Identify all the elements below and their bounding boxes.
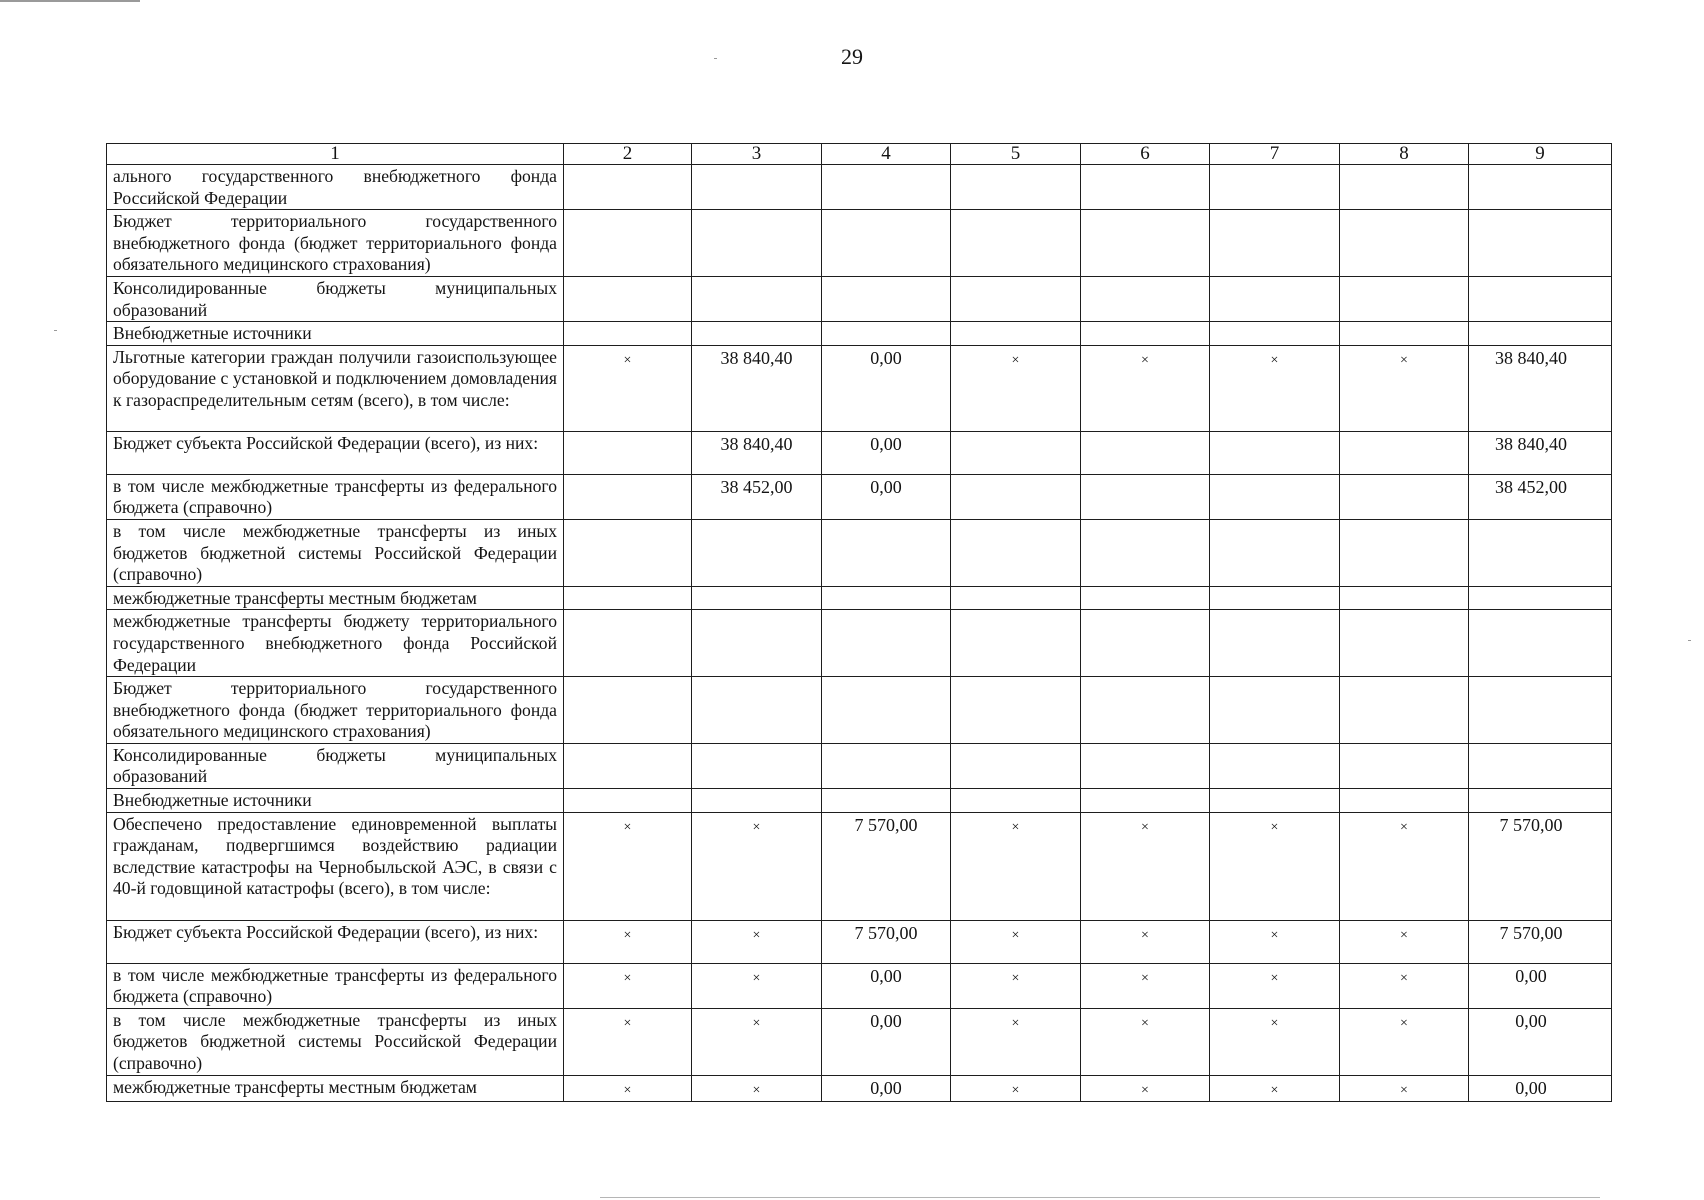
not-applicable-mark: × [1400, 1082, 1408, 1098]
row-label: межбюджетные трансферты местным бюджетам [107, 1075, 564, 1102]
cell-col-5 [951, 1075, 1081, 1102]
cell-col-4 [822, 165, 951, 210]
column-header: 7 [1210, 144, 1340, 165]
cell-col-4 [822, 743, 951, 788]
column-header: 4 [822, 144, 951, 165]
cell-col-5 [951, 963, 1081, 1008]
scan-speck [1688, 640, 1691, 641]
cell-col-7 [1210, 431, 1340, 474]
table-row [107, 322, 1612, 346]
cell-col-3 [692, 519, 822, 586]
table-row [107, 1075, 1612, 1102]
cell-col-6 [1081, 210, 1210, 277]
cell-col-2 [564, 812, 692, 920]
cell-col-5 [951, 431, 1081, 474]
not-applicable-mark: × [1270, 819, 1279, 835]
table-row [107, 519, 1612, 586]
cell-col-2 [564, 743, 692, 788]
not-applicable-mark: × [1011, 352, 1020, 368]
cell-col-4: 7 570,00 [822, 920, 951, 963]
cell-col-9: 0,00 [1469, 1008, 1612, 1075]
cell-col-4: 7 570,00 [822, 812, 951, 920]
cell-col-7 [1210, 812, 1340, 920]
cell-col-2 [564, 1008, 692, 1075]
column-header: 2 [564, 144, 692, 165]
cell-col-8 [1340, 276, 1469, 321]
cell-col-3 [692, 789, 822, 813]
cell-col-7 [1210, 789, 1340, 813]
table-row [107, 677, 1612, 744]
cell-col-3 [692, 677, 822, 744]
cell-col-9 [1469, 743, 1612, 788]
cell-col-7 [1210, 322, 1340, 346]
table-row [107, 1008, 1612, 1075]
row-label: Бюджет субъекта Российской Федерации (всего), из них: [107, 431, 564, 474]
table-row [107, 610, 1612, 677]
table-row [107, 165, 1612, 210]
cell-col-6 [1081, 431, 1210, 474]
cell-col-4: 0,00 [822, 431, 951, 474]
cell-col-8 [1340, 165, 1469, 210]
cell-col-8 [1340, 789, 1469, 813]
row-label: Внебюджетные источники [107, 322, 564, 346]
not-applicable-mark: × [752, 1015, 761, 1031]
cell-col-8 [1340, 431, 1469, 474]
cell-col-2 [564, 276, 692, 321]
scan-bottom-line [600, 1197, 1600, 1198]
cell-col-5 [951, 519, 1081, 586]
cell-col-8 [1340, 920, 1469, 963]
cell-col-4 [822, 276, 951, 321]
cell-col-2 [564, 1075, 692, 1102]
row-label: в том числе межбюджетные трансферты из иных бюджетов бюджетной системы Российской Федерации (справочно) [107, 1008, 564, 1075]
not-applicable-mark: × [1270, 1082, 1279, 1098]
cell-col-5 [951, 1008, 1081, 1075]
not-applicable-mark: × [1141, 970, 1149, 986]
cell-col-5 [951, 920, 1081, 963]
column-header: 3 [692, 144, 822, 165]
cell-col-5 [951, 322, 1081, 346]
table-row [107, 789, 1612, 813]
table-body [107, 165, 1612, 1102]
cell-col-7 [1210, 743, 1340, 788]
cell-col-5 [951, 474, 1081, 519]
column-header: 8 [1340, 144, 1469, 165]
not-applicable-mark: × [1400, 927, 1408, 943]
cell-col-3 [692, 1075, 822, 1102]
cell-col-3 [692, 743, 822, 788]
cell-col-8 [1340, 586, 1469, 610]
cell-col-7 [1210, 610, 1340, 677]
cell-col-8 [1340, 1008, 1469, 1075]
cell-col-5 [951, 210, 1081, 277]
cell-col-7 [1210, 1008, 1340, 1075]
cell-col-9: 7 570,00 [1469, 920, 1612, 963]
row-label: в том числе межбюджетные трансферты из иных бюджетов бюджетной системы Российской Федерации (справочно) [107, 519, 564, 586]
page-number: 29 [841, 44, 863, 69]
cell-col-3 [692, 322, 822, 346]
cell-col-9: 38 452,00 [1469, 474, 1612, 519]
cell-col-6 [1081, 610, 1210, 677]
cell-col-2 [564, 345, 692, 431]
cell-col-3 [692, 610, 822, 677]
cell-col-9: 38 840,40 [1469, 431, 1612, 474]
cell-col-5 [951, 610, 1081, 677]
cell-col-4: 0,00 [822, 1075, 951, 1102]
cell-col-2 [564, 920, 692, 963]
cell-col-8 [1340, 322, 1469, 346]
cell-col-5 [951, 789, 1081, 813]
not-applicable-mark: × [1011, 1082, 1020, 1098]
row-label: Бюджет субъекта Российской Федерации (всего), из них: [107, 920, 564, 963]
cell-col-6 [1081, 165, 1210, 210]
cell-col-7 [1210, 519, 1340, 586]
cell-col-7 [1210, 920, 1340, 963]
cell-col-3: 38 840,40 [692, 431, 822, 474]
cell-col-4 [822, 789, 951, 813]
cell-col-7 [1210, 586, 1340, 610]
cell-col-4 [822, 322, 951, 346]
cell-col-6 [1081, 677, 1210, 744]
not-applicable-mark: × [623, 927, 632, 943]
row-label: Консолидированные бюджеты муниципальных образований [107, 276, 564, 321]
not-applicable-mark: × [623, 352, 632, 368]
cell-col-5 [951, 276, 1081, 321]
cell-col-5 [951, 586, 1081, 610]
cell-col-3: 38 452,00 [692, 474, 822, 519]
table-row [107, 812, 1612, 920]
cell-col-6 [1081, 1008, 1210, 1075]
table-row [107, 210, 1612, 277]
not-applicable-mark: × [1400, 819, 1408, 835]
cell-col-9 [1469, 165, 1612, 210]
cell-col-2 [564, 963, 692, 1008]
cell-col-3 [692, 276, 822, 321]
cell-col-9 [1469, 519, 1612, 586]
cell-col-8 [1340, 345, 1469, 431]
cell-col-7 [1210, 276, 1340, 321]
cell-col-8 [1340, 812, 1469, 920]
cell-col-6 [1081, 1075, 1210, 1102]
not-applicable-mark: × [1270, 1015, 1279, 1031]
cell-col-3 [692, 165, 822, 210]
not-applicable-mark: × [1141, 352, 1149, 368]
cell-col-4 [822, 210, 951, 277]
table-row [107, 920, 1612, 963]
table-row [107, 963, 1612, 1008]
row-label: в том числе межбюджетные трансферты из федерального бюджета (справочно) [107, 474, 564, 519]
cell-col-6 [1081, 789, 1210, 813]
not-applicable-mark: × [1400, 970, 1408, 986]
column-header: 6 [1081, 144, 1210, 165]
cell-col-9 [1469, 322, 1612, 346]
cell-col-5 [951, 812, 1081, 920]
cell-col-6 [1081, 345, 1210, 431]
row-label: в том числе межбюджетные трансферты из федерального бюджета (справочно) [107, 963, 564, 1008]
row-label: Консолидированные бюджеты муниципальных образований [107, 743, 564, 788]
not-applicable-mark: × [1400, 1015, 1408, 1031]
cell-col-2 [564, 610, 692, 677]
table-header-row [107, 144, 1612, 165]
cell-col-6 [1081, 474, 1210, 519]
cell-col-9: 0,00 [1469, 1075, 1612, 1102]
cell-col-2 [564, 789, 692, 813]
not-applicable-mark: × [1011, 819, 1020, 835]
not-applicable-mark: × [623, 819, 632, 835]
cell-col-7 [1210, 345, 1340, 431]
cell-col-6 [1081, 963, 1210, 1008]
cell-col-6 [1081, 586, 1210, 610]
cell-col-6 [1081, 322, 1210, 346]
table-row [107, 474, 1612, 519]
row-label: Льготные категории граждан получили газоиспользующее оборудование с установкой и подключением домовладения к газораспределительным сетям (всего), в том числе: [107, 345, 564, 431]
cell-col-3 [692, 920, 822, 963]
not-applicable-mark: × [1400, 352, 1408, 368]
cell-col-7 [1210, 677, 1340, 744]
cell-col-6 [1081, 276, 1210, 321]
not-applicable-mark: × [752, 819, 761, 835]
cell-col-4: 0,00 [822, 345, 951, 431]
cell-col-2 [564, 474, 692, 519]
cell-col-3 [692, 963, 822, 1008]
scan-speck [54, 330, 57, 331]
cell-col-3 [692, 1008, 822, 1075]
cell-col-2 [564, 322, 692, 346]
cell-col-9: 38 840,40 [1469, 345, 1612, 431]
cell-col-6 [1081, 812, 1210, 920]
not-applicable-mark: × [623, 1015, 632, 1031]
table-row [107, 586, 1612, 610]
cell-col-9 [1469, 586, 1612, 610]
budget-table [106, 143, 1612, 1102]
cell-col-8 [1340, 1075, 1469, 1102]
not-applicable-mark: × [1270, 970, 1279, 986]
cell-col-8 [1340, 677, 1469, 744]
cell-col-7 [1210, 1075, 1340, 1102]
table-row [107, 276, 1612, 321]
cell-col-9 [1469, 210, 1612, 277]
row-label: Бюджет территориального государственного внебюджетного фонда (бюджет территориального фонда обязательного медицинского страхования) [107, 210, 564, 277]
cell-col-9 [1469, 276, 1612, 321]
row-label: Бюджет территориального государственного внебюджетного фонда (бюджет территориального фонда обязательного медицинского страхования) [107, 677, 564, 744]
column-header: 5 [951, 144, 1081, 165]
not-applicable-mark: × [623, 1082, 632, 1098]
cell-col-2 [564, 677, 692, 744]
cell-col-3 [692, 812, 822, 920]
cell-col-2 [564, 210, 692, 277]
cell-col-4 [822, 610, 951, 677]
cell-col-5 [951, 345, 1081, 431]
row-label: Обеспечено предоставление единовременной выплаты гражданам, подвергшимся воздействию радиации вследствие катастрофы на Чернобыльской АЭС, в связи с 40-й годовщиной катастрофы (всего), в том числе: [107, 812, 564, 920]
cell-col-8 [1340, 610, 1469, 677]
cell-col-4 [822, 519, 951, 586]
row-label: ального государственного внебюджетного фонда Российской Федерации [107, 165, 564, 210]
cell-col-4 [822, 677, 951, 744]
row-label: Внебюджетные источники [107, 789, 564, 813]
cell-col-3: 38 840,40 [692, 345, 822, 431]
cell-col-9 [1469, 789, 1612, 813]
not-applicable-mark: × [752, 970, 761, 986]
cell-col-8 [1340, 474, 1469, 519]
column-header: 1 [107, 144, 564, 165]
cell-col-3 [692, 586, 822, 610]
cell-col-7 [1210, 963, 1340, 1008]
not-applicable-mark: × [1141, 927, 1149, 943]
not-applicable-mark: × [623, 970, 632, 986]
not-applicable-mark: × [1141, 1082, 1149, 1098]
cell-col-8 [1340, 519, 1469, 586]
cell-col-7 [1210, 165, 1340, 210]
scan-edge-line [0, 0, 140, 2]
cell-col-6 [1081, 920, 1210, 963]
cell-col-6 [1081, 743, 1210, 788]
cell-col-2 [564, 165, 692, 210]
cell-col-4: 0,00 [822, 1008, 951, 1075]
cell-col-3 [692, 210, 822, 277]
cell-col-5 [951, 165, 1081, 210]
row-label: межбюджетные трансферты местным бюджетам [107, 586, 564, 610]
cell-col-7 [1210, 474, 1340, 519]
not-applicable-mark: × [1270, 927, 1279, 943]
cell-col-5 [951, 743, 1081, 788]
column-header: 9 [1469, 144, 1612, 165]
not-applicable-mark: × [752, 1082, 761, 1098]
row-label: межбюджетные трансферты бюджету территориального государственного внебюджетного фонда Российской Федерации [107, 610, 564, 677]
not-applicable-mark: × [1141, 819, 1149, 835]
not-applicable-mark: × [1011, 970, 1020, 986]
table-row [107, 743, 1612, 788]
not-applicable-mark: × [752, 927, 761, 943]
cell-col-9 [1469, 677, 1612, 744]
cell-col-8 [1340, 210, 1469, 277]
cell-col-7 [1210, 210, 1340, 277]
cell-col-2 [564, 586, 692, 610]
cell-col-4 [822, 586, 951, 610]
cell-col-2 [564, 519, 692, 586]
cell-col-4: 0,00 [822, 963, 951, 1008]
cell-col-2 [564, 431, 692, 474]
cell-col-9: 0,00 [1469, 963, 1612, 1008]
table-row [107, 431, 1612, 474]
table-row [107, 345, 1612, 431]
not-applicable-mark: × [1141, 1015, 1149, 1031]
cell-col-8 [1340, 963, 1469, 1008]
cell-col-9 [1469, 610, 1612, 677]
not-applicable-mark: × [1011, 1015, 1020, 1031]
cell-col-8 [1340, 743, 1469, 788]
cell-col-6 [1081, 519, 1210, 586]
cell-col-5 [951, 677, 1081, 744]
cell-col-9: 7 570,00 [1469, 812, 1612, 920]
not-applicable-mark: × [1270, 352, 1279, 368]
cell-col-4: 0,00 [822, 474, 951, 519]
not-applicable-mark: × [1011, 927, 1020, 943]
